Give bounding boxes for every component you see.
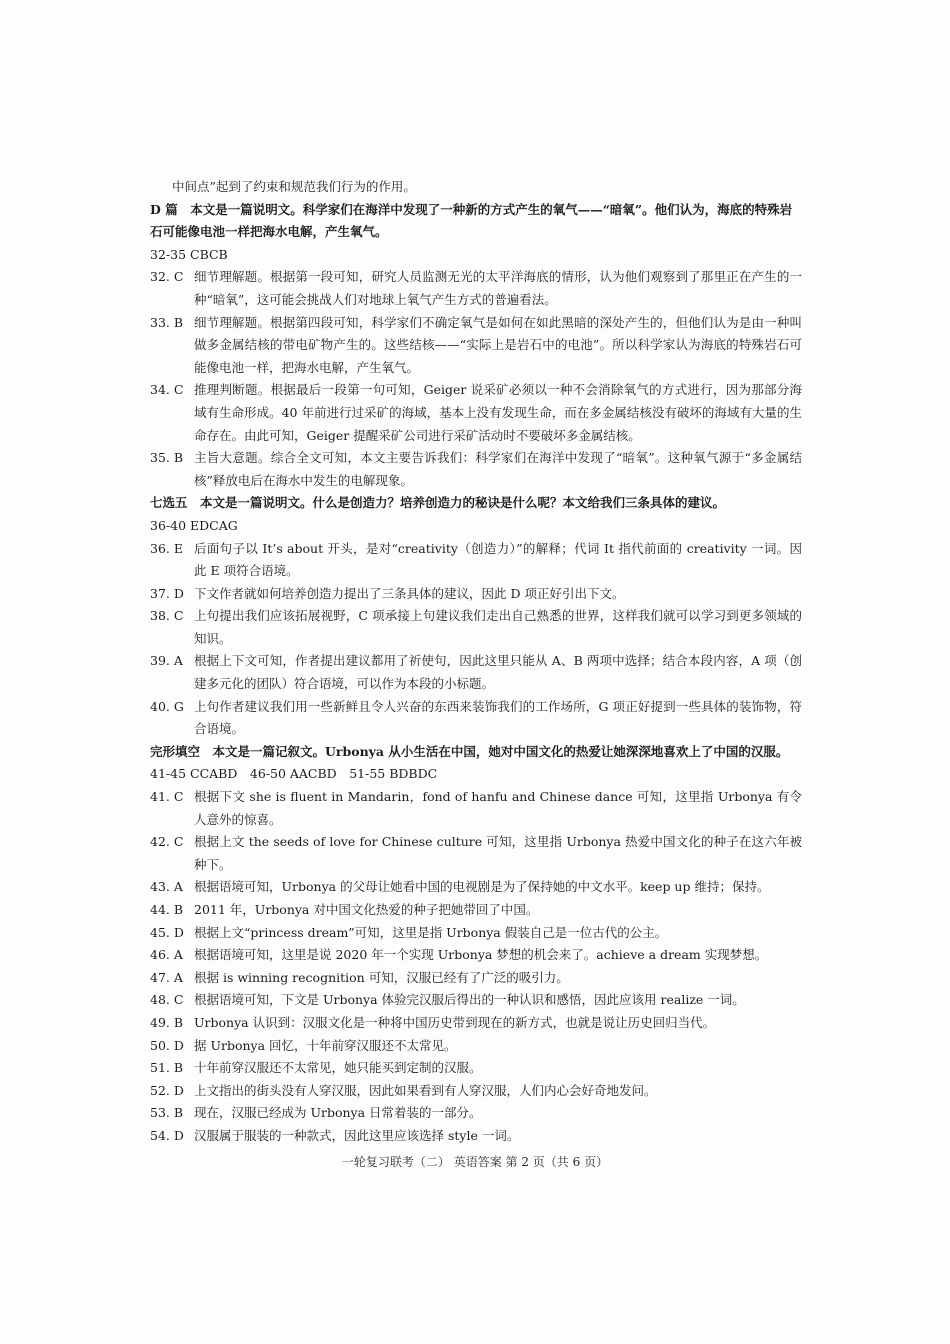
answer-number: 47. A	[150, 969, 183, 985]
answer-explanation: 根据上下文可知，作者提出建议都用了祈使句，因此这里只能从 A、B 两项中选择；结合本段内容，A 项（创建多元化的团队）符合语境，可以作为本段的小标题。	[194, 653, 802, 692]
answer-item	[150, 1012, 802, 1035]
answer-item	[150, 696, 802, 741]
answer-number: 43. A	[150, 879, 183, 895]
answer-explanation: 根据上文 the seeds of love for Chinese culture 可知，这里指 Urbonya 热爱中国文化的种子在这六年被种下。	[194, 834, 802, 872]
answer-explanation: 上文指出的街头没有人穿汉服，因此如果看到有人穿汉服，人们内心会好奇地发问。	[194, 1082, 657, 1098]
section-seven-intro: 七选五 本文是一篇说明文。什么是创造力？培养创造力的秘诀是什么呢？本文给我们三条具体的建议。	[150, 495, 726, 511]
answer-item	[150, 1035, 802, 1058]
answer-number: 34. C	[150, 382, 184, 398]
answer-item	[150, 605, 802, 650]
answer-item	[150, 1080, 802, 1103]
answer-number: 50. D	[150, 1037, 184, 1053]
answer-number: 41. C	[150, 789, 184, 805]
answer-number: 38. C	[150, 608, 184, 624]
answer-item	[150, 447, 802, 492]
answer-item	[150, 989, 802, 1012]
answer-explanation: 十年前穿汉服还不太常见，她只能买到定制的汉服。	[194, 1060, 482, 1076]
answer-item	[150, 312, 802, 380]
answer-number: 54. D	[150, 1127, 184, 1143]
page-footer: 一轮复习联考（二） 英语答案 第 2 页（共 6 页）	[341, 1155, 609, 1169]
answer-number: 45. D	[150, 924, 184, 940]
section-seven-key: 36-40 EDCAG	[150, 517, 238, 533]
page-content	[150, 176, 802, 1148]
answer-number: 49. B	[150, 1014, 184, 1030]
answer-item	[150, 1125, 802, 1148]
answer-explanation: 后面句子以 It’s about 开头，是对“creativity（创造力）”的解释；代词 It 指代前面的 creativity 一词。因此 E 项符合语境。	[194, 540, 802, 579]
answer-item	[150, 922, 802, 945]
answer-explanation: 根据语境可知，Urbonya 的父母让她看中国的电视剧是为了保持她的中文水平。keep up 维持；保持。	[194, 879, 770, 895]
section-cloze-intro: 完形填空 本文是一篇记叙文。Urbonya 从小生活在中国，她对中国文化的热爱让她深深地喜欢上了中国的汉服。	[150, 743, 789, 759]
continuation-text: 中间点”起到了约束和规范我们行为的作用。	[172, 179, 416, 194]
answer-explanation: Urbonya 认识到：汉服文化是一种将中国历史带到现在的新方式，也就是说让历史回归当代。	[194, 1014, 716, 1030]
answer-explanation: 上句作者建议我们用一些新鲜且令人兴奋的东西来装饰我们的工作场所，G 项正好提到一些具体的装饰物，符合语境。	[194, 698, 802, 737]
answer-explanation: 细节理解题。根据第一段可知，研究人员监测无光的太平洋海底的情形，认为他们观察到了那里正在产生的一种“暗氧”，这可能会挑战人们对地球上氧气产生方式的普遍看法。	[194, 269, 802, 307]
answer-explanation: 据 Urbonya 回忆，十年前穿汉服还不太常见。	[194, 1037, 457, 1053]
answer-item	[150, 1102, 802, 1125]
section-cloze-key: 41-45 CCABD 46-50 AACBD 51-55 BDBDC	[150, 766, 438, 782]
section-d-key: 32-35 CBCB	[150, 246, 228, 262]
answer-number: 36. E	[150, 540, 183, 556]
answer-number: 51. B	[150, 1060, 184, 1076]
answer-item	[150, 786, 802, 831]
answer-number: 44. B	[150, 902, 184, 917]
answer-number: 32. C	[150, 269, 184, 285]
answer-item	[150, 899, 802, 922]
answer-number: 42. C	[150, 834, 184, 850]
answer-explanation: 根据上文“princess dream”可知，这里是指 Urbonya 假装自己是一位古代的公主。	[194, 924, 668, 940]
answer-explanation: 现在，汉服已经成为 Urbonya 日常着装的一部分。	[194, 1105, 482, 1121]
answer-explanation: 根据下文 she is fluent in Mandarin，fond of hanfu and Chinese dance 可知，这里指 Urbonya 有令人意外的惊喜。	[194, 789, 802, 827]
answer-explanation: 汉服属于服装的一种款式，因此这里应该选择 style 一词。	[194, 1127, 520, 1143]
answer-explanation: 2011 年，Urbonya 对中国文化热爱的种子把她带回了中国。	[194, 902, 539, 917]
answer-number: 48. C	[150, 992, 184, 1008]
answer-number: 33. B	[150, 314, 184, 330]
answer-explanation: 细节理解题。根据第四段可知，科学家们不确定氧气是如何在如此黑暗的深处产生的，但他们认为是由一种叫做多金属结核的带电矿物产生的。这些结核——“实际上是岩石中的电池”。所以科学家认为海底的特殊岩石可能像电池一样，把海水电解，产生氧气。	[194, 314, 802, 375]
answer-explanation: 上句提出我们应该拓展视野，C 项承接上句建议我们走出自己熟悉的世界，这样我们就可以学习到更多领域的知识。	[194, 608, 802, 646]
answer-explanation: 根据语境可知，下文是 Urbonya 体验完汉服后得出的一种认识和感悟，因此应该用 realize 一词。	[194, 992, 745, 1008]
answer-item	[150, 650, 802, 695]
answer-number: 35. B	[150, 450, 184, 466]
answer-item	[150, 876, 802, 899]
answer-item	[150, 1057, 802, 1080]
answer-explanation: 下文作者就如何培养创造力提出了三条具体的建议，因此 D 项正好引出下文。	[194, 585, 625, 601]
answer-explanation: 主旨大意题。综合全文可知，本文主要告诉我们：科学家们在海洋中发现了“暗氧”。这种氧气源于“多金属结核”释放电后在海水中发生的电解现象。	[194, 450, 802, 488]
answer-explanation: 根据语境可知，这里是说 2020 年一个实现 Urbonya 梦想的机会来了。achieve a dream 实现梦想。	[194, 947, 768, 963]
answer-item	[150, 831, 802, 876]
answer-item	[150, 266, 802, 311]
answer-number: 40. G	[150, 698, 184, 714]
answer-number: 52. D	[150, 1082, 184, 1098]
section-d-intro: D 篇 本文是一篇说明文。科学家们在海洋中发现了一种新的方式产生的氧气——“暗氧”。他们认为，海底的特殊岩石可能像电池一样把海水电解，产生氧气。	[150, 201, 793, 240]
answer-number: 37. D	[150, 585, 184, 601]
answer-item	[150, 538, 802, 583]
answer-item	[150, 967, 802, 990]
answer-item	[150, 944, 802, 967]
answer-number: 39. A	[150, 653, 183, 669]
answer-item	[150, 379, 802, 447]
answer-explanation: 推理判断题。根据最后一段第一句可知，Geiger 说采矿必须以一种不会消除氧气的方式进行，因为那部分海域有生命形成。40 年前进行过采矿的海域，基本上没有发现生命，而在多金属结核没有破坏的海域有大量的生命存在。由此可知，Geiger 提醒采矿公司进行采矿活动时不要破坏多金属结核。	[194, 382, 802, 443]
answer-number: 53. B	[150, 1105, 184, 1121]
answer-explanation: 根据 is winning recognition 可知，汉服已经有了广泛的吸引力。	[194, 969, 569, 985]
answer-item	[150, 583, 802, 606]
answer-number: 46. A	[150, 947, 183, 963]
